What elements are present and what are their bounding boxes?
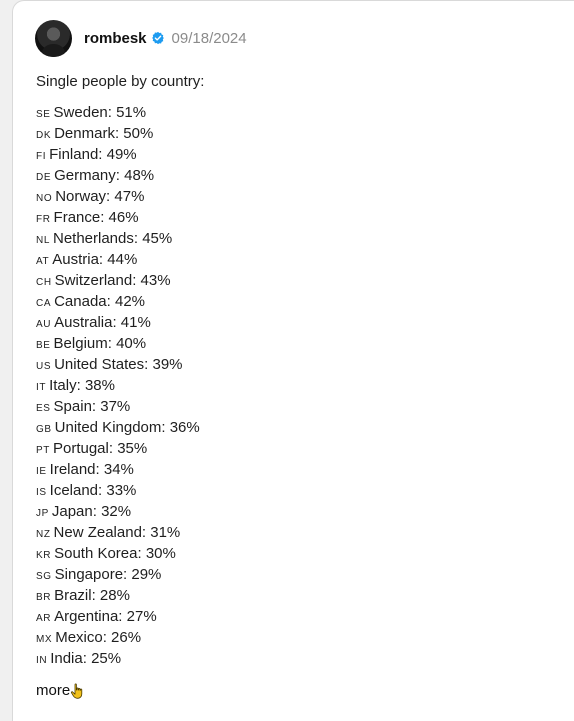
list-item <box>36 585 204 606</box>
country-code: MX <box>36 634 53 645</box>
list-item <box>36 228 204 249</box>
list-item <box>36 123 204 144</box>
more-link[interactable]: more <box>36 682 71 699</box>
list-item <box>36 270 204 291</box>
list-item <box>36 207 204 228</box>
country-list <box>36 102 204 669</box>
list-item <box>36 522 204 543</box>
post-date[interactable]: 09/18/2024 <box>171 29 247 47</box>
country-stat: Switzerland: 43% <box>54 272 171 289</box>
country-stat: Norway: 47% <box>55 188 145 205</box>
country-stat: Portugal: 35% <box>52 440 148 457</box>
list-item <box>36 627 204 648</box>
country-stat: India: 25% <box>50 650 122 667</box>
list-item <box>36 648 204 669</box>
country-code: DK <box>36 130 52 141</box>
list-item <box>36 144 204 165</box>
author-name[interactable]: rombesk <box>84 29 147 47</box>
country-code: CH <box>36 277 52 288</box>
country-code: SG <box>36 571 52 582</box>
country-stat: Austria: 44% <box>52 251 138 268</box>
country-code: KR <box>36 550 52 561</box>
country-code: AT <box>36 256 50 267</box>
list-item <box>36 396 204 417</box>
country-stat: Japan: 32% <box>51 503 132 520</box>
country-code: IT <box>36 382 47 393</box>
country-stat: Brazil: 28% <box>54 587 130 604</box>
country-code: GB <box>36 424 52 435</box>
country-code: CA <box>36 298 52 309</box>
country-stat: France: 46% <box>53 209 139 226</box>
country-stat: Singapore: 29% <box>54 566 162 583</box>
country-code: NZ <box>36 529 51 540</box>
country-code: DE <box>36 172 52 183</box>
country-stat: Denmark: 50% <box>54 125 154 142</box>
country-code: NL <box>36 235 50 246</box>
avatar[interactable] <box>35 20 72 57</box>
country-code: BR <box>36 592 52 603</box>
list-item <box>36 291 204 312</box>
list-item <box>36 480 204 501</box>
list-item <box>36 165 204 186</box>
country-code: FR <box>36 214 51 225</box>
country-stat: Sweden: 51% <box>53 104 147 121</box>
list-item <box>36 354 204 375</box>
country-code: NO <box>36 193 53 204</box>
country-stat: Italy: 38% <box>49 377 115 394</box>
country-stat: United States: 39% <box>54 356 183 373</box>
country-code: AU <box>36 319 52 330</box>
country-code: ES <box>36 403 51 414</box>
country-code: IN <box>36 655 48 666</box>
post-intro: Single people by country: <box>36 73 205 90</box>
list-item <box>36 102 204 123</box>
country-stat: Germany: 48% <box>54 167 155 184</box>
list-item <box>36 501 204 522</box>
country-stat: Ireland: 34% <box>49 461 134 478</box>
country-stat: South Korea: 30% <box>54 545 176 562</box>
list-item <box>36 564 204 585</box>
list-item <box>36 438 204 459</box>
country-code: US <box>36 361 52 372</box>
country-stat: New Zealand: 31% <box>53 524 181 541</box>
country-stat: United Kingdom: 36% <box>54 419 200 436</box>
country-stat: Iceland: 33% <box>49 482 137 499</box>
country-stat: Argentina: 27% <box>54 608 157 625</box>
country-stat: Finland: 49% <box>49 146 137 163</box>
post-card <box>12 0 574 721</box>
list-item <box>36 249 204 270</box>
list-item <box>36 606 204 627</box>
more-line <box>36 680 204 701</box>
pointer-hand-icon <box>71 683 85 699</box>
post-header <box>35 18 247 58</box>
verified-badge-icon <box>151 31 165 45</box>
country-code: BE <box>36 340 51 351</box>
list-item <box>36 375 204 396</box>
country-code: FI <box>36 151 47 162</box>
list-item <box>36 543 204 564</box>
list-item <box>36 186 204 207</box>
country-stat: Spain: 37% <box>53 398 131 415</box>
country-stat: Australia: 41% <box>54 314 151 331</box>
country-code: JP <box>36 508 49 519</box>
country-code: IE <box>36 466 47 477</box>
country-stat: Netherlands: 45% <box>52 230 173 247</box>
country-stat: Mexico: 26% <box>55 629 142 646</box>
country-stat: Canada: 42% <box>54 293 145 310</box>
country-code: AR <box>36 613 52 624</box>
country-stat: Belgium: 40% <box>53 335 147 352</box>
list-item <box>36 417 204 438</box>
country-code: SE <box>36 109 51 120</box>
list-item <box>36 333 204 354</box>
list-item <box>36 312 204 333</box>
country-code: IS <box>36 487 47 498</box>
list-item <box>36 459 204 480</box>
post-body <box>36 71 204 701</box>
country-code: PT <box>36 445 50 456</box>
